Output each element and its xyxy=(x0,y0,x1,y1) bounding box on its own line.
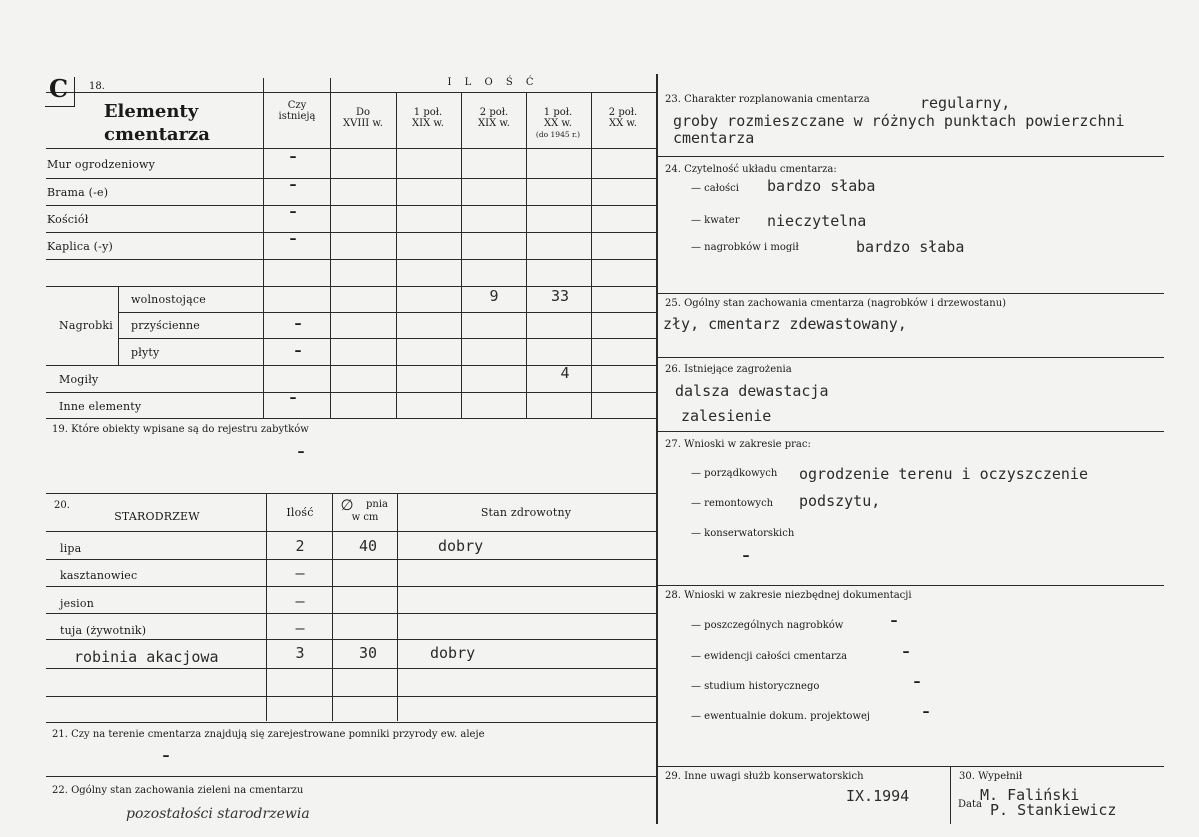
s25-label: 25. Ogólny stan zachowania cmentarza (nagrobków i drzewostanu) xyxy=(665,298,1007,309)
rule xyxy=(330,78,331,418)
diameter-symbol: ∅ xyxy=(340,496,354,514)
nagrobki-row-label: płyty xyxy=(131,346,160,359)
tree-name: lipa xyxy=(60,542,82,555)
element-exists: – xyxy=(289,204,297,220)
period-header: XVIII w. xyxy=(343,118,383,129)
s29-label: 29. Inne uwagi służb konserwatorskich xyxy=(665,771,864,782)
element-row-label: Kaplica (-y) xyxy=(47,240,113,253)
element-row-label: Brama (-e) xyxy=(47,186,109,199)
rule xyxy=(46,696,656,697)
rule xyxy=(332,493,333,721)
rule xyxy=(46,722,656,723)
tree-health: dobry xyxy=(430,644,476,662)
rule xyxy=(46,613,656,614)
s30-name: P. Stankiewicz xyxy=(990,801,1117,819)
tree-count: – xyxy=(295,564,305,582)
rule xyxy=(46,776,656,777)
rule xyxy=(656,766,1164,767)
s24-row-label: — całości xyxy=(691,183,739,194)
tree-diameter: 30 xyxy=(358,644,378,662)
period-header: Do xyxy=(355,107,371,118)
element-row-label: Kościół xyxy=(47,213,89,226)
s28-row-value: – xyxy=(913,674,921,690)
s24-label: 24. Czytelność układu cmentarza: xyxy=(665,164,837,175)
s24-row-value: bardzo słaba xyxy=(767,177,876,195)
mogily-count-p4: 4 xyxy=(560,364,570,382)
s24-row-label: — kwater xyxy=(691,215,740,226)
tree-name: tuja (żywotnik) xyxy=(60,624,147,637)
rule xyxy=(46,586,656,587)
nagrobki-row-label: przyścienne xyxy=(131,319,201,332)
s21-value: – xyxy=(162,748,170,764)
nagrobki-row-label: wolnostojące xyxy=(131,293,206,306)
tree-name: kasztanowiec xyxy=(60,569,138,582)
ilosc-header: I L O Ś Ć xyxy=(447,77,539,88)
s20-col-health: Stan zdrowotny xyxy=(480,506,572,519)
rule xyxy=(656,293,1164,294)
inne-label: Inne elementy xyxy=(59,400,142,413)
rule xyxy=(656,585,1164,586)
s28-row-label: — poszczególnych nagrobków xyxy=(691,620,844,631)
rule xyxy=(397,493,398,721)
rule xyxy=(591,92,592,418)
rule xyxy=(46,493,656,494)
s28-row-label: — ewentualnie dokum. projektowej xyxy=(691,711,871,722)
inne-exists: – xyxy=(289,390,297,406)
col-exists-header: Czy xyxy=(287,100,307,111)
rule xyxy=(46,559,656,560)
tree-diameter: 40 xyxy=(358,537,378,555)
rule xyxy=(396,92,397,418)
s30-date-label: Data xyxy=(958,799,982,810)
period-header: 2 poł. xyxy=(479,107,509,118)
tree-count: – xyxy=(295,592,305,610)
rule xyxy=(46,392,656,393)
s20-title: STARODRZEW xyxy=(114,510,200,523)
element-exists: – xyxy=(289,149,297,165)
s26-value: zalesienie xyxy=(681,407,772,425)
rule xyxy=(656,431,1164,432)
section-title-line1: Elementy xyxy=(103,101,199,122)
s27-row-value: – xyxy=(742,548,750,564)
rule xyxy=(656,156,1164,157)
tree-health: dobry xyxy=(438,537,484,555)
rule xyxy=(118,338,656,339)
period-header: XX w. xyxy=(609,118,637,129)
s30-name: M. Faliński xyxy=(980,786,1080,804)
s27-row-label: — konserwatorskich xyxy=(691,528,795,539)
s29-value: IX.1994 xyxy=(846,787,910,805)
rule xyxy=(330,92,656,93)
nagrobki-count-p4: 33 xyxy=(550,287,570,305)
element-exists: – xyxy=(289,231,297,247)
s27-row-label: — porządkowych xyxy=(691,468,778,479)
rule xyxy=(46,178,656,179)
s25-value: zły, cmentarz zdewastowany, xyxy=(663,315,907,333)
rule xyxy=(118,286,119,365)
s20-col-diam: w cm xyxy=(351,512,379,523)
period-header: 1 poł. xyxy=(413,107,443,118)
rule xyxy=(46,259,656,260)
rule xyxy=(461,92,462,418)
s28-row-label: — studium historycznego xyxy=(691,681,820,692)
rule xyxy=(46,148,656,149)
s23-label: 23. Charakter rozplanowania cmentarza xyxy=(665,94,870,105)
element-exists: – xyxy=(289,177,297,193)
s24-row-label: — nagrobków i mogił xyxy=(691,242,799,253)
s28-label: 28. Wnioski w zakresie niezbędnej dokumentacji xyxy=(665,590,912,601)
s19-label: 19. Które obiekty wpisane są do rejestru zabytków xyxy=(52,424,309,435)
s27-row-value: ogrodzenie terenu i oczyszczenie xyxy=(799,465,1088,483)
rule xyxy=(526,92,527,418)
nagrobki-exists: – xyxy=(294,343,302,359)
rule xyxy=(46,668,656,669)
s27-row-label: — remontowych xyxy=(691,498,774,509)
form-letter: C xyxy=(49,74,69,103)
rule xyxy=(656,74,658,824)
s23-value: groby rozmieszczane w różnych punktach powierzchni xyxy=(673,112,1125,130)
mogily-label: Mogiły xyxy=(59,373,99,386)
s28-row-value: – xyxy=(890,613,898,629)
period-header: 1 poł. xyxy=(543,107,573,118)
s22-label: 22. Ogólny stan zachowania zieleni na cmentarzu xyxy=(52,785,304,796)
nagrobki-exists: – xyxy=(294,316,302,332)
s27-row-value: podszytu, xyxy=(799,492,881,510)
tree-count: 2 xyxy=(295,537,305,555)
s20-col-diam: pnia xyxy=(365,499,389,510)
s21-label: 21. Czy na terenie cmentarza znajdują się zarejestrowane pomniki przyrody ew. aleje xyxy=(52,729,485,740)
rule xyxy=(46,232,656,233)
s26-label: 26. Istniejące zagrożenia xyxy=(665,364,792,375)
period-header: XX w. xyxy=(544,118,572,129)
s28-row-value: – xyxy=(922,704,930,720)
s27-label: 27. Wnioski w zakresie prac: xyxy=(665,439,811,450)
rule xyxy=(46,418,656,419)
section-number: 18. xyxy=(89,81,105,92)
s24-row-value: bardzo słaba xyxy=(856,238,965,256)
s26-value: dalsza dewastacja xyxy=(675,382,829,400)
rule xyxy=(266,493,267,721)
s22-value: pozostałości starodrzewia xyxy=(126,806,310,822)
s24-row-value: nieczytelna xyxy=(767,212,867,230)
s28-row-label: — ewidencji całości cmentarza xyxy=(691,651,848,662)
rule xyxy=(46,639,656,640)
tree-name: jesion xyxy=(60,597,94,610)
period-header: XIX w. xyxy=(478,118,510,129)
s28-row-value: – xyxy=(902,644,910,660)
s19-value: – xyxy=(297,444,305,460)
tree-count: 3 xyxy=(295,644,305,662)
section-title-line2: cmentarza xyxy=(104,124,210,145)
s23-value: cmentarza xyxy=(673,129,755,147)
nagrobki-group-label: Nagrobki xyxy=(59,319,113,332)
rule xyxy=(656,357,1164,358)
tree-count: – xyxy=(295,619,305,637)
rule xyxy=(46,531,656,532)
nagrobki-count-p3: 9 xyxy=(489,287,499,305)
period-header-note: (do 1945 r.) xyxy=(535,130,581,139)
s20-col-count: Ilość xyxy=(286,506,314,519)
period-header: 2 poł. xyxy=(608,107,638,118)
col-exists-header: istnieją xyxy=(278,111,316,122)
rule xyxy=(46,205,656,206)
tree-name: robinia akacjowa xyxy=(74,648,219,666)
rule xyxy=(263,78,264,418)
s30-label: 30. Wypełnił xyxy=(959,771,1023,782)
element-row-label: Mur ogrodzeniowy xyxy=(47,158,156,171)
rule xyxy=(950,766,951,824)
rule xyxy=(118,312,656,313)
s20-number: 20. xyxy=(54,500,70,511)
s23-value: regularny, xyxy=(920,94,1011,112)
period-header: XIX w. xyxy=(412,118,444,129)
